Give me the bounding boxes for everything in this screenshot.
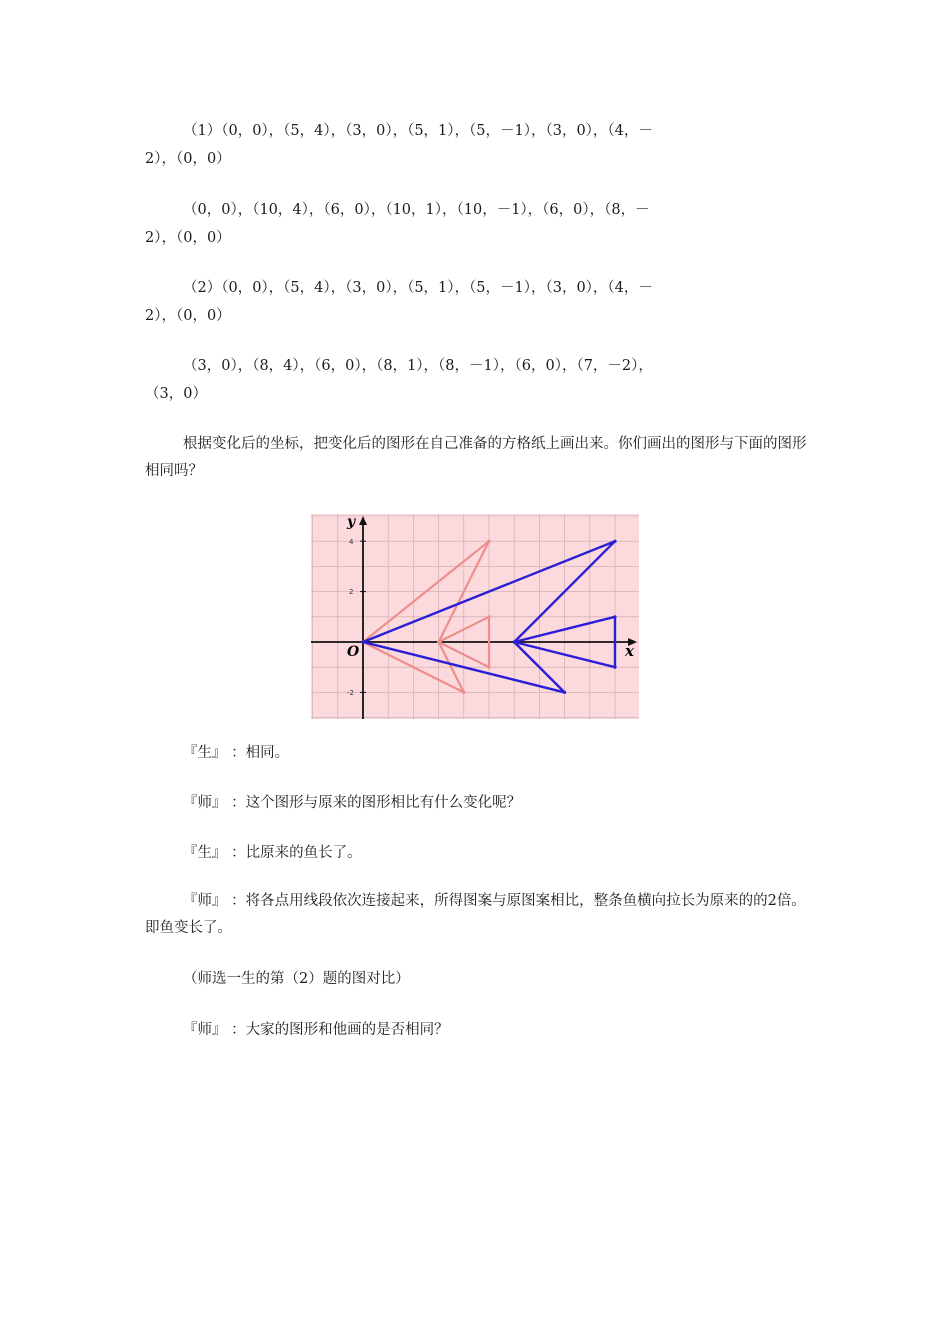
dialogue-paragraph xyxy=(145,888,810,942)
speaker-label: 『师』 xyxy=(183,1022,227,1038)
text-line: 2），（0，0） xyxy=(145,230,231,246)
origin-label: O xyxy=(347,644,360,660)
stretched-fish-outline-vertex xyxy=(513,640,516,643)
dialogue-line xyxy=(183,1017,848,1043)
question-paragraph: 根据变化后的坐标，把变化后的图形在自己准备的方格纸上画出来。你们画出的图形与下面的图形相同吗？ xyxy=(145,436,807,479)
stretched-fish-outline-vertex xyxy=(613,666,616,669)
stretched-fish-outline-vertex xyxy=(361,640,364,643)
text-line: 2），（0，0） xyxy=(145,151,231,167)
dialogue-text: ：比原来的鱼长了。 xyxy=(231,845,362,861)
dialogue-text: ：这个图形与原来的图形相比有什么变化呢？ xyxy=(231,795,522,811)
speaker-label: 『生』 xyxy=(183,745,227,761)
y-tick-label-4: 4 xyxy=(349,538,354,546)
original-fish-outline-vertex xyxy=(487,666,490,669)
x-axis-label: x xyxy=(625,642,634,660)
stretched-fish-outline-vertex xyxy=(563,691,566,694)
dialogue-line xyxy=(183,966,848,992)
coordinate-figure xyxy=(311,514,639,719)
dialogue-text: ：大家的图形和他画的是否相同？ xyxy=(231,1022,449,1038)
original-fish-outline-vertex xyxy=(462,691,465,694)
y-axis-label: y xyxy=(347,514,356,530)
dialogue-text: ：将各点用线段依次连接起来，所得图案与原图案相比，整条鱼横向拉长为原来的的2倍。即鱼变长了。 xyxy=(145,893,806,936)
text-line: （0，0），（10，4），（6，0），（10，1），（10，－1），（6，0），（8，－ xyxy=(183,202,650,218)
speaker-label: 『师』 xyxy=(183,795,227,811)
text-line: （3，0），（8，4），（6，0），（8，1），（8，－1），（6，0），（7，－2）， xyxy=(183,358,653,374)
dialogue-line xyxy=(183,790,848,816)
original-fish-outline-vertex xyxy=(437,640,440,643)
dialogue-text: ：相同。 xyxy=(231,745,290,761)
dialogue-text: （师选一生的第（2）题的图对比） xyxy=(183,971,410,987)
dialogue-line xyxy=(183,840,848,866)
speaker-label: 『生』 xyxy=(183,845,227,861)
speaker-label: 『师』 xyxy=(183,893,227,909)
y-tick-label-2: 2 xyxy=(349,588,354,596)
dialogue-line xyxy=(183,740,848,766)
text-line: （1）（0，0），（5，4），（3，0），（5，1），（5，－1），（3，0），（4，－ xyxy=(183,123,653,139)
stretched-fish-outline-vertex xyxy=(613,540,616,543)
coordinate-grid xyxy=(311,514,639,719)
text-line: 2），（0，0） xyxy=(145,308,231,324)
text-line: （2）（0，0），（5，4），（3，0），（5，1），（5，－1），（3，0），（4，－ xyxy=(183,280,653,296)
stretched-fish-outline-vertex xyxy=(613,615,616,618)
text-line: （3，0） xyxy=(145,386,207,402)
original-fish-outline-vertex xyxy=(487,540,490,543)
original-fish-outline-vertex xyxy=(487,615,490,618)
y-tick-label-neg2: -2 xyxy=(347,689,354,697)
